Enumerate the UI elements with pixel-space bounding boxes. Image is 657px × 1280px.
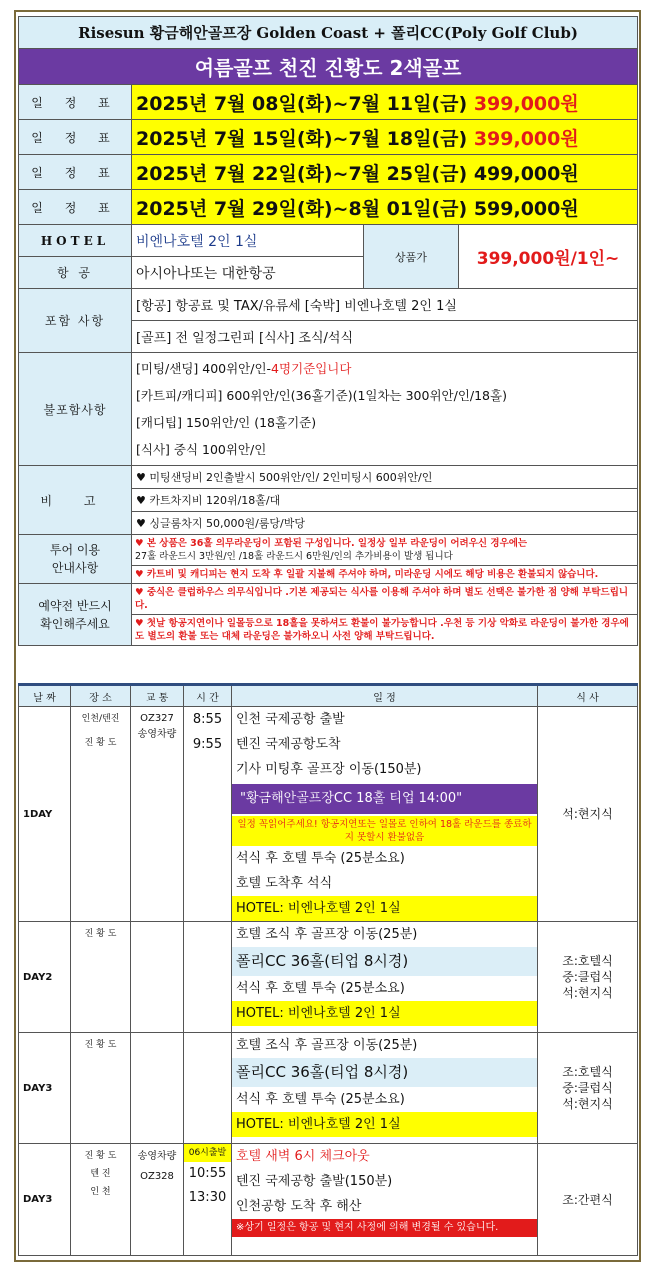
day-label: DAY2 bbox=[19, 922, 71, 1033]
remark-item: ♥ 카트차지비 120위/18홀/대 bbox=[132, 489, 638, 512]
hotel-line: HOTEL: 비엔나호텔 2인 1실 bbox=[232, 896, 537, 921]
hotel-value: 비엔나호텔 2인 1실 bbox=[132, 225, 364, 257]
day-places: 인천/텐진 진 황 도 bbox=[71, 707, 131, 922]
schedule-label: 일 정 표 bbox=[19, 155, 132, 190]
col-header-meal: 식 사 bbox=[538, 685, 638, 707]
day-row bbox=[19, 1144, 638, 1256]
golf-line: 폴리CC 36홀(티업 8시경) bbox=[232, 947, 537, 976]
day-meals: 조:호텔식 중:클럽식 석:현지식 bbox=[538, 922, 638, 1033]
summary-table bbox=[18, 16, 638, 646]
day-transport: 송영차량 OZ328 bbox=[131, 1144, 184, 1256]
included-item: [항공] 항공료 및 TAX/유류세 [숙박] 비엔나호텔 2인 1실 bbox=[132, 289, 638, 321]
day-label: DAY3 bbox=[19, 1144, 71, 1256]
day-row bbox=[19, 1033, 638, 1144]
day-row bbox=[19, 922, 638, 1033]
tour-notice-label: 투어 이용 안내사항 bbox=[19, 535, 132, 584]
day-label: 1DAY bbox=[19, 707, 71, 922]
page-title: Risesun 황금해안골프장 Golden Coast + 폴리CC(Poly Golf Club) bbox=[19, 17, 638, 49]
day-schedule: 호텔 조식 후 골프장 이동(25분) 폴리CC 36홀(티업 8시경) 석식 후 호텔 투숙 (25분소요) HOTEL: 비엔나호텔 2인 1실 bbox=[232, 922, 538, 1033]
col-header-transport: 교 통 bbox=[131, 685, 184, 707]
day-places: 진 황 도 bbox=[71, 1033, 131, 1144]
booking-notice-label: 예약전 반드시 확인해주세요 bbox=[19, 584, 132, 646]
day-schedule: 호텔 새벽 6시 체크아웃 텐진 국제공항 출발(150분) 인천공항 도착 후 해산 ※상기 일정은 항공 및 현지 사정에 의해 변경될 수 있습니다. bbox=[232, 1144, 538, 1256]
day-places: 진 황 도 bbox=[71, 922, 131, 1033]
excluded-item: [식사] 중식 100위안/인 bbox=[136, 442, 267, 457]
excluded-item: [캐디팁] 150위안/인 (18홀기준) bbox=[136, 415, 317, 430]
day-meals: 석:현지식 bbox=[538, 707, 638, 922]
notice-item: ♥ 첫날 항공지연이나 일몰등으로 18홀을 못하셔도 환불이 불가능합니다 .우천 등 기상 악화로 라운딩이 불가한 경우에도 별도의 환불 또는 대체 라운딩은 불가하오니 사전 양해 부탁드립니다. bbox=[132, 615, 638, 646]
hotel-line: HOTEL: 비엔나호텔 2인 1실 bbox=[232, 1001, 537, 1026]
product-price-value: 399,000원/1인~ bbox=[459, 225, 638, 289]
schedule-dates: 2025년 7월 15일(화)~7월 18일(금) bbox=[136, 127, 468, 150]
included-label: 포함 사항 bbox=[19, 289, 132, 353]
schedule-label: 일 정 표 bbox=[19, 190, 132, 225]
day-meals: 조:간편식 bbox=[538, 1144, 638, 1256]
schedule-dates: 2025년 7월 29일(화)~8월 01일(금) bbox=[136, 197, 468, 220]
schedule-price: 399,000원 bbox=[473, 92, 579, 115]
remark-item: ♥ 싱글룸차지 50,000원/룸당/박당 bbox=[132, 512, 638, 535]
schedule-price: 599,000원 bbox=[473, 197, 579, 220]
schedule-price: 399,000원 bbox=[473, 127, 579, 150]
remarks-label: 비 고 bbox=[19, 466, 132, 535]
included-item: [골프] 전 일정그린피 [식사] 조식/석식 bbox=[132, 321, 638, 353]
schedule-price: 499,000원 bbox=[473, 162, 579, 185]
schedule-dates: 2025년 7월 22일(화)~7월 25일(금) bbox=[136, 162, 468, 185]
schedule-row bbox=[19, 190, 638, 225]
schedule-row bbox=[19, 155, 638, 190]
itinerary-table bbox=[18, 683, 638, 1256]
product-price-label: 상품가 bbox=[364, 225, 459, 289]
day-places: 진 황 도 텐 진 인 천 bbox=[71, 1144, 131, 1256]
airline-value: 아시아나또는 대한항공 bbox=[132, 257, 364, 289]
day-meals: 조:호텔식 중:클럽식 석:현지식 bbox=[538, 1033, 638, 1144]
teeoff-highlight: "황금해안골프장CC 18홀 티업 14:00" bbox=[232, 784, 537, 814]
col-header-date: 날 짜 bbox=[19, 685, 71, 707]
col-header-schedule: 일 정 bbox=[232, 685, 538, 707]
remark-item: ♥ 미팅샌딩비 2인출발시 500위안/인/ 2인미팅시 600위안/인 bbox=[132, 466, 638, 489]
day-schedule: 호텔 조식 후 골프장 이동(25분) 폴리CC 36홀(티업 8시경) 석식 후 호텔 투숙 (25분소요) HOTEL: 비엔나호텔 2인 1실 bbox=[232, 1033, 538, 1144]
airline-label: 항 공 bbox=[19, 257, 132, 289]
notice-item: ♥ 본 상품은 36홀 의무라운딩이 포함된 구성입니다. 일정상 일부 라운딩이 어려우신 경우에는 27홀 라운드시 3만원/인 /18홀 라운드시 6만원/인의 추가비용이 발생 됩니다 bbox=[132, 535, 638, 566]
notice-item: ♥ 중식은 클럽하우스 의무식입니다 .기본 제공되는 식사를 이용해 주셔야 하며 별도 선택은 불가한 점 양해 부탁드립니다. bbox=[132, 584, 638, 615]
schedule-row bbox=[19, 120, 638, 155]
schedule-row bbox=[19, 85, 638, 120]
day-label: DAY3 bbox=[19, 1033, 71, 1144]
page-subtitle: 여름골프 천진 진황도 2색골프 bbox=[19, 49, 638, 85]
schedule-label: 일 정 표 bbox=[19, 120, 132, 155]
notice-item: ♥ 카트비 및 캐디피는 현지 도착 후 일괄 지불해 주셔야 하며, 미라운딩 시에도 해당 비용은 환불되지 않습니다. bbox=[132, 566, 638, 584]
col-header-time: 시 간 bbox=[184, 685, 232, 707]
excluded-item: [미팅/샌딩] 400위안/인-4명기준입니다 bbox=[136, 361, 352, 376]
day-transport: OZ327 송영차량 bbox=[131, 707, 184, 922]
change-footnote: ※상기 일정은 항공 및 현지 사정에 의해 변경될 수 있습니다. bbox=[232, 1219, 537, 1237]
excluded-item: [카트피/캐디피] 600위안/인(36홀기준)(1일차는 300위안/인/18홀) bbox=[136, 388, 507, 403]
hotel-line: HOTEL: 비엔나호텔 2인 1실 bbox=[232, 1112, 537, 1137]
golf-line: 폴리CC 36홀(티업 8시경) bbox=[232, 1058, 537, 1087]
schedule-label: 일 정 표 bbox=[19, 85, 132, 120]
col-header-place: 장 소 bbox=[71, 685, 131, 707]
day-times: 06시출발 10:55 13:30 bbox=[184, 1144, 232, 1256]
excluded-list bbox=[132, 353, 638, 466]
hotel-label: HOTEL bbox=[19, 225, 132, 257]
refund-warning: 일정 꼭읽어주세요! 항공지연또는 일몰로 인하여 18홀 라운드를 종료하지 못할시 환불없음 bbox=[232, 816, 537, 846]
day-schedule: 인천 국제공항 출발 텐진 국제공항도착 기사 미팅후 골프장 이동(150분) "황금해안골프장CC 18홀 티업 14:00" 일정 꼭읽어주세요! 항공지연또는 일몰로 인하여 18홀 라운드를 종료하지 못할시 환불없음 석식 후 호텔 투숙 (25분소요) 호텔 도착후 석식 HOTEL: 비엔나호텔 2인 1실 bbox=[232, 707, 538, 922]
excluded-label: 불포함사항 bbox=[19, 353, 132, 466]
day-times: 8:55 9:55 bbox=[184, 707, 232, 922]
schedule-dates: 2025년 7월 08일(화)~7월 11일(금) bbox=[136, 92, 468, 115]
day-row bbox=[19, 707, 638, 922]
